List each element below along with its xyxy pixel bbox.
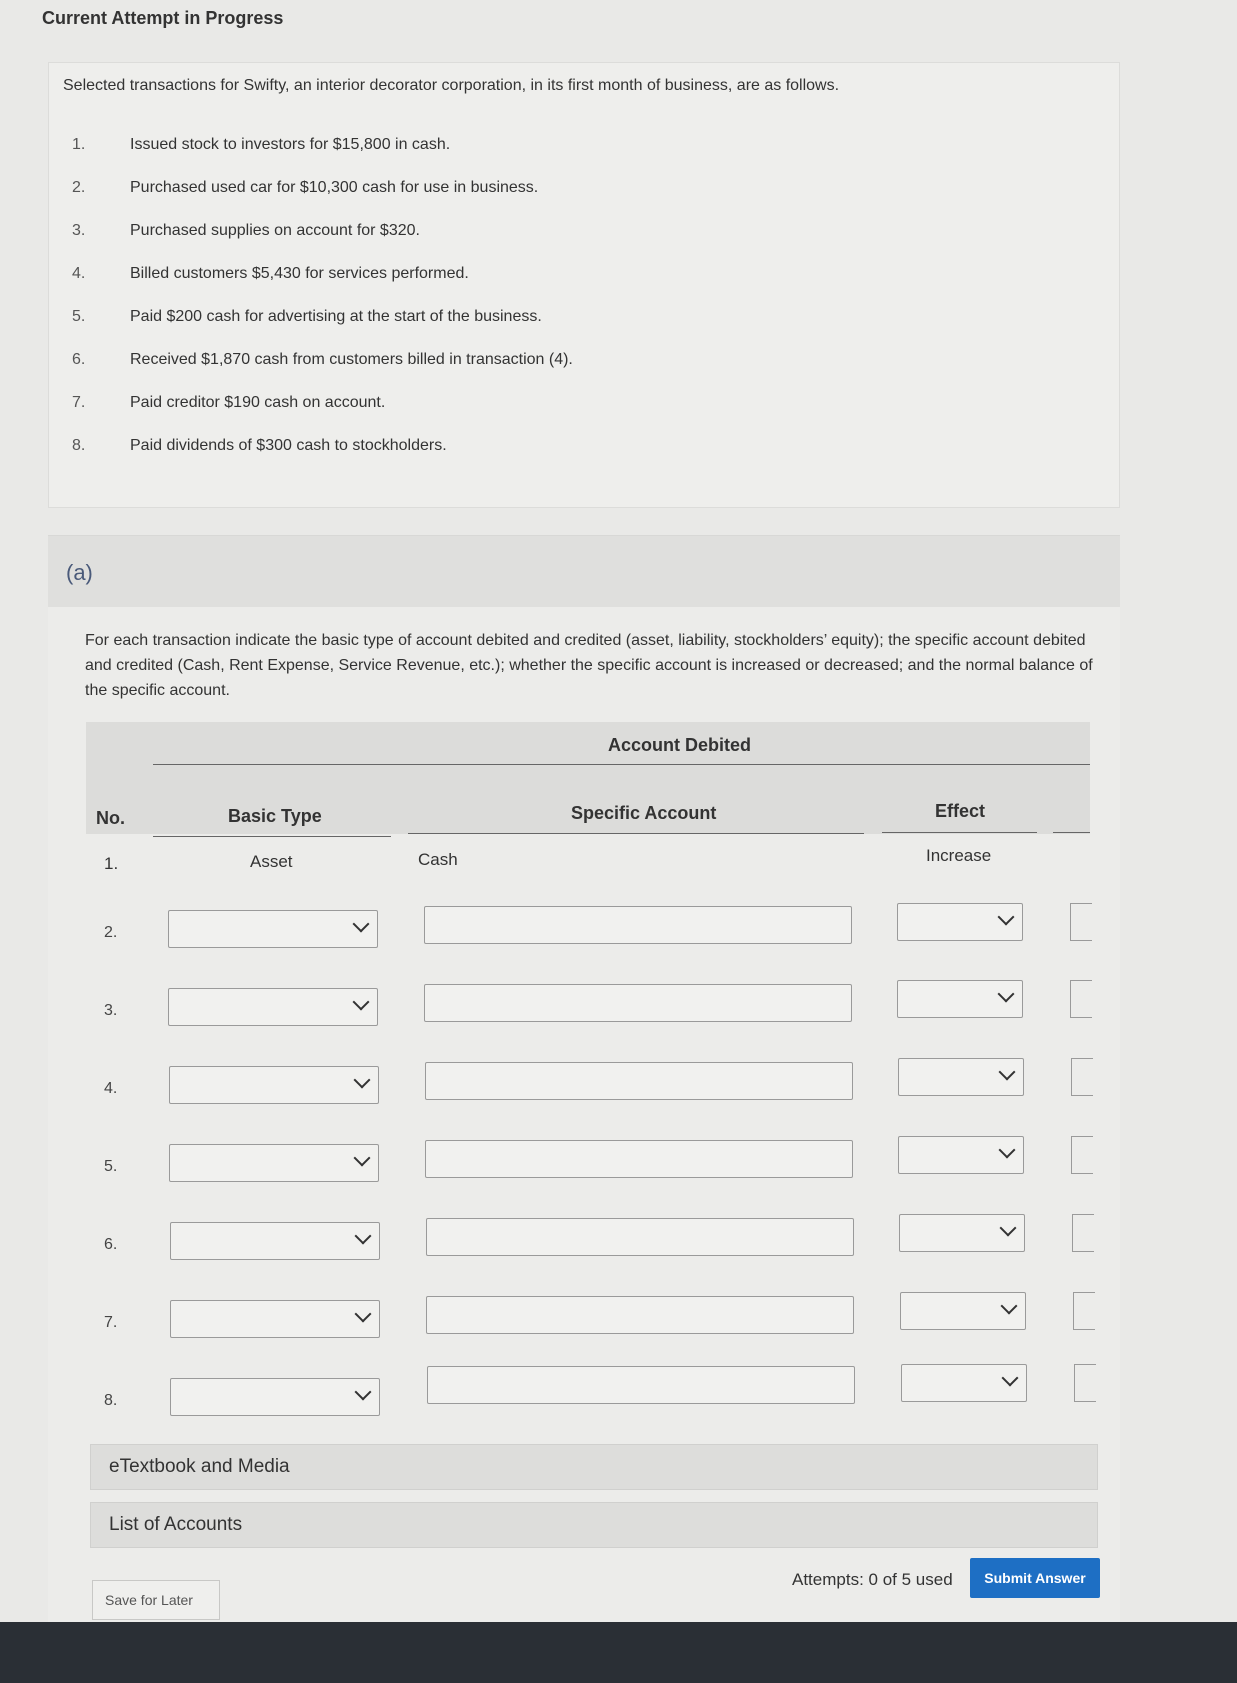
row-number: 2. — [104, 924, 118, 941]
chevron-down-icon — [355, 1384, 372, 1401]
basic-type-rule — [153, 836, 391, 837]
basic-type-select[interactable] — [170, 1300, 380, 1338]
row1-effect: Increase — [926, 846, 992, 865]
specific-account-input[interactable] — [427, 1366, 855, 1404]
chevron-down-icon — [1001, 1298, 1018, 1315]
transaction-7: 7. Paid creditor $190 cash on account. — [72, 394, 386, 411]
submit-answer-button[interactable]: Submit Answer — [970, 1558, 1100, 1598]
transaction-8: 8. Paid dividends of $300 cash to stockholders. — [72, 437, 447, 454]
normal-balance-input[interactable] — [1070, 903, 1092, 941]
specific-account-input[interactable] — [426, 1218, 854, 1256]
row-number: 8. — [104, 1392, 118, 1409]
effect-select[interactable] — [898, 1058, 1024, 1096]
normal-balance-input[interactable] — [1071, 1058, 1093, 1096]
row-number: 5. — [104, 1158, 118, 1175]
chevron-down-icon — [355, 1228, 372, 1245]
basic-type-select[interactable] — [168, 988, 378, 1026]
specific-account-input[interactable] — [424, 906, 852, 944]
chevron-down-icon — [998, 986, 1015, 1003]
effect-select[interactable] — [897, 903, 1023, 941]
chevron-down-icon — [999, 1064, 1016, 1081]
basic-type-select[interactable] — [170, 1378, 380, 1416]
row-number: 4. — [104, 1080, 118, 1097]
specific-account-input[interactable] — [425, 1062, 853, 1100]
chevron-down-icon — [998, 909, 1015, 926]
effect-select[interactable] — [901, 1364, 1027, 1402]
normal-balance-input[interactable] — [1070, 980, 1092, 1018]
col-no: No. — [96, 808, 125, 828]
transaction-1: 1. Issued stock to investors for $15,800 in cash. — [72, 136, 451, 153]
effect-rule — [882, 832, 1037, 833]
col-effect: Effect — [935, 801, 986, 821]
chevron-down-icon — [353, 994, 370, 1011]
chevron-down-icon — [1000, 1220, 1017, 1237]
chevron-down-icon — [999, 1142, 1016, 1159]
normal-balance-input[interactable] — [1073, 1292, 1095, 1330]
transaction-2: 2. Purchased used car for $10,300 cash for use in business. — [72, 179, 539, 196]
transaction-5: 5. Paid $200 cash for advertising at the start of the business. — [72, 308, 542, 325]
transaction-3: 3. Purchased supplies on account for $320. — [72, 222, 420, 239]
save-for-later-button[interactable]: Save for Later — [92, 1580, 220, 1620]
basic-type-select[interactable] — [168, 910, 378, 948]
effect-select[interactable] — [899, 1214, 1025, 1252]
col-specific-account: Specific Account — [571, 803, 717, 823]
row-number: 6. — [104, 1236, 118, 1253]
row1-basic-type: Asset — [250, 852, 293, 871]
etextbook-link[interactable]: eTextbook and Media — [90, 1444, 1098, 1490]
normal-balance-input[interactable] — [1072, 1214, 1094, 1252]
attempts-counter: Attempts: 0 of 5 used — [792, 1570, 953, 1589]
bottom-bar — [0, 1622, 1237, 1683]
effect-select[interactable] — [898, 1136, 1024, 1174]
account-debited-header: Account Debited — [608, 735, 752, 755]
part-header — [48, 535, 1120, 608]
chevron-down-icon — [354, 1072, 371, 1089]
effect-select[interactable] — [900, 1292, 1026, 1330]
transaction-6: 6. Received $1,870 cash from customers billed in transaction (4). — [72, 351, 573, 368]
page-title: Current Attempt in Progress — [42, 8, 284, 28]
list-of-accounts-link[interactable]: List of Accounts — [90, 1502, 1098, 1548]
col-basic-type: Basic Type — [228, 806, 322, 826]
specific-account-input[interactable] — [426, 1296, 854, 1334]
chevron-down-icon — [354, 1150, 371, 1167]
basic-type-select[interactable] — [169, 1066, 379, 1104]
specific-account-input[interactable] — [424, 984, 852, 1022]
instructions: For each transaction indicate the basic type of account debited and credited (asset, liability, stockholders’ equity); the specific account debited and credited (Cash, Rent Expense, Service Revenue, etc.); whether the specific account is increased or decreased; and the normal balance of the specific account. — [85, 632, 1093, 699]
basic-type-select[interactable] — [170, 1222, 380, 1260]
balance-rule — [1053, 832, 1090, 833]
problem-intro: Selected transactions for Swifty, an interior decorator corporation, in its first month of business, are as follows. — [63, 77, 840, 94]
transaction-4: 4. Billed customers $5,430 for services performed. — [72, 265, 469, 282]
effect-select[interactable] — [897, 980, 1023, 1018]
chevron-down-icon — [355, 1306, 372, 1323]
row-number: 7. — [104, 1314, 118, 1331]
part-label: (a) — [66, 560, 93, 585]
specific-account-rule — [408, 833, 864, 834]
chevron-down-icon — [1002, 1370, 1019, 1387]
specific-account-input[interactable] — [425, 1140, 853, 1178]
header-rule — [153, 764, 1090, 765]
row1-no: 1. — [104, 854, 119, 873]
chevron-down-icon — [353, 916, 370, 933]
normal-balance-input[interactable] — [1074, 1364, 1096, 1402]
row1-specific-account: Cash — [418, 850, 458, 869]
row-number: 3. — [104, 1002, 118, 1019]
normal-balance-input[interactable] — [1071, 1136, 1093, 1174]
basic-type-select[interactable] — [169, 1144, 379, 1182]
